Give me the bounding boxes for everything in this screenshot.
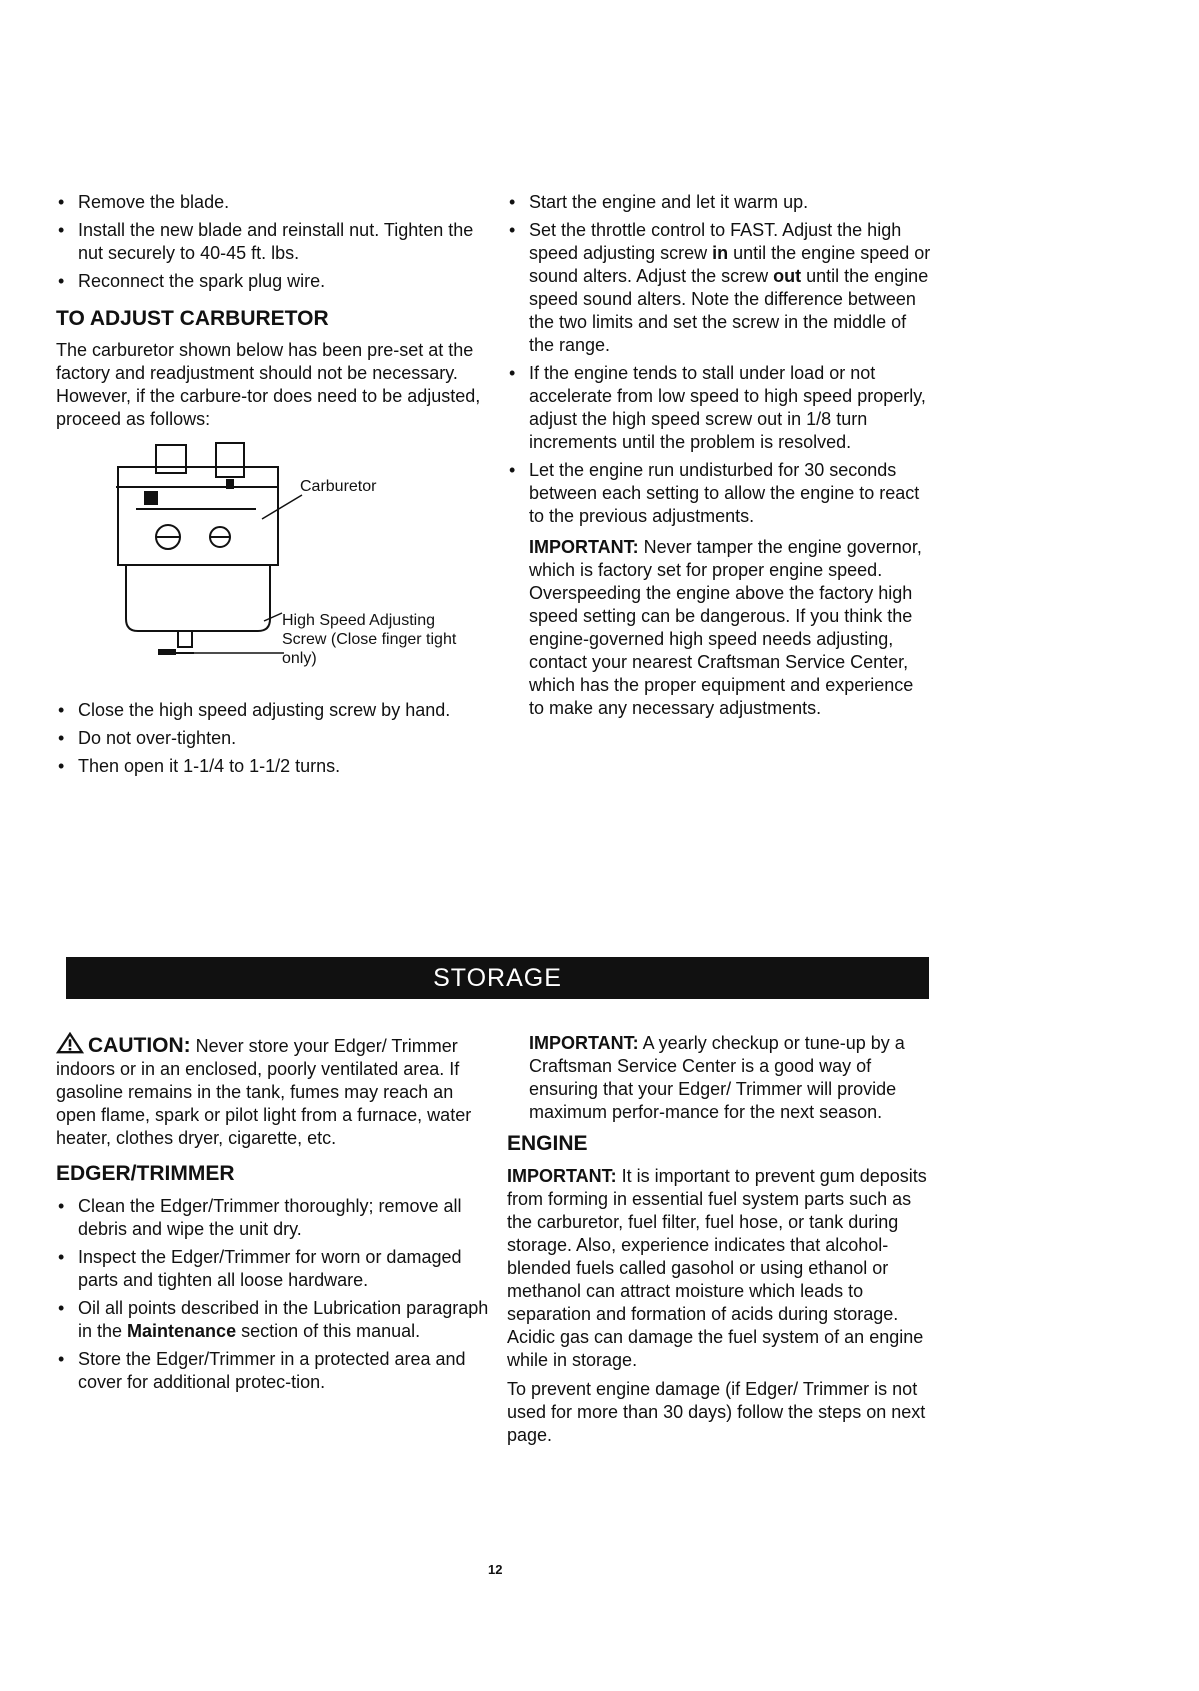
list-item: • If the engine tends to stall under load or not accelerate from low speed to high speed properly, adjust the high speed screw out in 1/8 turn increments until the problem is resolved. xyxy=(507,362,932,454)
carburetor-label: Carburetor xyxy=(300,478,377,495)
edger-storage-list xyxy=(56,1195,496,1394)
engine-storage-note xyxy=(507,1165,932,1372)
screw-steps-list xyxy=(56,699,496,778)
caution-label: CAUTION: xyxy=(88,1034,191,1057)
storage-banner: STORAGE xyxy=(66,957,929,999)
engine-heading: ENGINE xyxy=(507,1132,588,1155)
text-run: Oil all points described in the Lubrication paragraph in the xyxy=(78,1298,489,1341)
carburetor-heading: TO ADJUST CARBURETOR xyxy=(56,307,329,330)
blade-steps-list xyxy=(56,191,496,293)
list-item: • Remove the blade. xyxy=(56,191,496,214)
text-run: Set the throttle control to FAST. Adjust the high speed adjusting screw xyxy=(529,220,902,263)
list-item: • Clean the Edger/Trimmer thoroughly; remove all debris and wipe the unit dry. xyxy=(56,1195,496,1241)
important-label: IMPORTANT: xyxy=(529,1033,639,1053)
list-item: • Then open it 1-1/4 to 1-1/2 turns. xyxy=(56,755,496,778)
carburetor-intro: The carburetor shown below has been pre-set at the factory and readjustment should not be necessary. However, if the carbure-tor does need to be adjusted, proceed as follows: xyxy=(56,340,481,429)
storage-left-column xyxy=(56,1032,496,1399)
list-item: • Store the Edger/Trimmer in a protected area and cover for additional protec-tion. xyxy=(56,1348,496,1394)
caution-note xyxy=(56,1032,496,1150)
text-run: until the engine speed or sound alters. Adjust the screw xyxy=(529,243,931,286)
important-label: IMPORTANT: xyxy=(507,1166,617,1186)
warning-triangle-icon xyxy=(56,1032,84,1054)
edger-trimmer-heading: EDGER/TRIMMER xyxy=(56,1162,235,1185)
text-emphasis: Maintenance xyxy=(127,1321,237,1341)
text-emphasis: in xyxy=(712,243,729,263)
list-item: • Inspect the Edger/Trimmer for worn or damaged parts and tighten all loose hardware. xyxy=(56,1246,496,1292)
page-number: 12 xyxy=(488,1562,503,1577)
list-item: • Let the engine run undisturbed for 30 seconds between each setting to allow the engine to react to the previous adjustments. xyxy=(507,459,932,528)
text-emphasis: out xyxy=(773,266,802,286)
important-text: Never tamper the engine governor, which is factory set for proper engine speed. Overspeeding the engine above the factory high speed setting can be dangerous. If you think the engine-governed high speed needs adjusting, contact your nearest Craftsman Service Center, which has the proper equipment and experience to make any necessary adjustments. xyxy=(529,537,922,718)
prevent-damage-note: To prevent engine damage (if Edger/ Trimmer is not used for more than 30 days) follow the steps on next page. xyxy=(507,1379,926,1445)
yearly-checkup-note xyxy=(507,1032,932,1124)
list-item: • Install the new blade and reinstall nut. Tighten the nut securely to 40-45 ft. lbs. xyxy=(56,219,496,265)
list-item xyxy=(56,1297,496,1343)
list-item: • Reconnect the spark plug wire. xyxy=(56,270,496,293)
engine-adjust-list xyxy=(507,191,932,528)
carburetor-figure xyxy=(56,439,496,699)
list-item: • Close the high speed adjusting screw by hand. xyxy=(56,699,496,722)
list-item: • Start the engine and let it warm up. xyxy=(507,191,932,214)
important-governor-note xyxy=(507,536,932,720)
carburetor-column xyxy=(56,191,496,783)
text-run: until the engine speed sound alters. Note the difference between the two limits and set the screw in the middle of the range. xyxy=(529,266,929,355)
list-item: • Do not over-tighten. xyxy=(56,727,496,750)
high-speed-screw-label: High Speed Adjusting Screw (Close finger tight only) xyxy=(282,612,457,667)
engine-adjust-column xyxy=(507,191,932,720)
important-text: A yearly checkup or tune-up by a Craftsman Service Center is a good way of ensuring that your Edger/ Trimmer will provide maximum perfor-mance for the next season. xyxy=(529,1033,905,1122)
list-item xyxy=(507,219,932,357)
caution-text: Never store your Edger/ Trimmer indoors or in an enclosed, poorly ventilated area. If gasoline remains in the tank, fumes may reach an open flame, spark or pilot light from a furnace, water heater, clothes dryer, cigarette, etc. xyxy=(56,1036,472,1148)
storage-right-column xyxy=(507,1032,932,1447)
important-text: It is important to prevent gum deposits from forming in essential fuel system parts such as the carburetor, fuel filter, fuel hose, or tank during storage. Also, experience indicates that alcohol-blended fuels called gasohol or using ethanol or methanol can attract moisture which leads to separation and formation of acids during storage. Acidic gas can damage the fuel system of an engine while in storage. xyxy=(507,1166,927,1370)
text-run: section of this manual. xyxy=(236,1321,421,1341)
important-label: IMPORTANT: xyxy=(529,537,639,557)
